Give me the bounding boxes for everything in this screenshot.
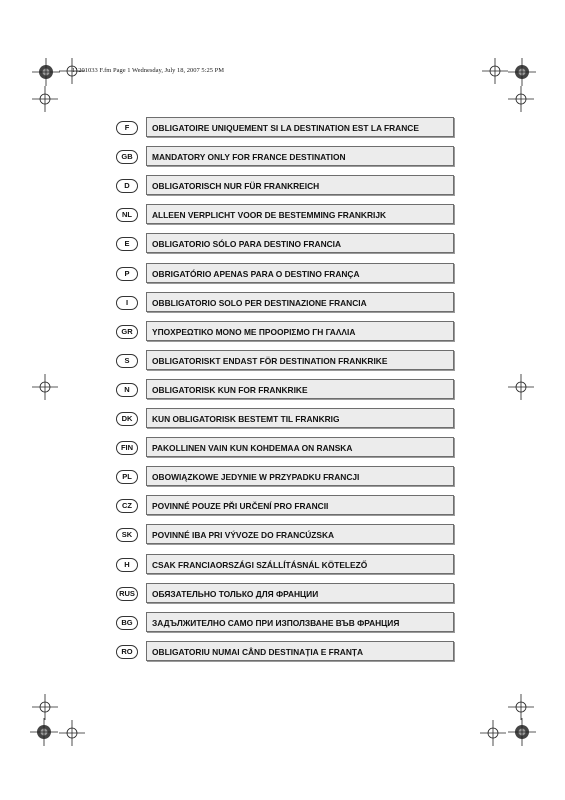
language-text-box: ALLEEN VERPLICHT VOOR DE BESTEMMING FRANKRIJK — [146, 204, 454, 224]
registration-mark-icon — [30, 718, 58, 746]
language-text-box: PAKOLLINEN VAIN KUN KOHDEMAA ON RANSKA — [146, 437, 454, 457]
language-text-box: POVINNÉ IBA PRI VÝVOZE DO FRANCÚZSKA — [146, 524, 454, 544]
crosshair-icon — [32, 86, 58, 112]
language-code-badge: H — [116, 558, 138, 572]
language-row — [116, 466, 456, 488]
language-code-badge: FIN — [116, 441, 138, 455]
language-text-box: CSAK FRANCIAORSZÁGI SZÁLLÍTÁSNÁL KÖTELEZŐ — [146, 554, 454, 574]
language-row — [116, 204, 456, 226]
language-text-box: OBLIGATORISCH NUR FÜR FRANKREICH — [146, 175, 454, 195]
language-row — [116, 292, 456, 314]
language-code-badge: E — [116, 237, 138, 251]
language-text-box: OBLIGATORIU NUMAI CÂND DESTINAȚIA E FRANȚA — [146, 641, 454, 661]
language-code-badge: F — [116, 121, 138, 135]
crosshair-icon — [59, 720, 85, 746]
language-code-badge: DK — [116, 412, 138, 426]
language-text-box: OBLIGATORISKT ENDAST FÖR DESTINATION FRANKRIKE — [146, 350, 454, 370]
language-code-badge: I — [116, 296, 138, 310]
language-text-box: MANDATORY ONLY FOR FRANCE DESTINATION — [146, 146, 454, 166]
language-row — [116, 641, 456, 663]
language-code-badge: D — [116, 179, 138, 193]
language-row — [116, 350, 456, 372]
language-text-box: OBOWIĄZKOWE JEDYNIE W PRZYPADKU FRANCJI — [146, 466, 454, 486]
language-row — [116, 321, 456, 343]
language-text-box: ЗАДЪЛЖИТЕЛНО САМО ПРИ ИЗПОЛЗВАНЕ ВЪВ ФРАНЦИЯ — [146, 612, 454, 632]
language-row — [116, 233, 456, 255]
language-code-badge: SK — [116, 528, 138, 542]
language-text-box: OBLIGATORISK KUN FOR FRANKRIKE — [146, 379, 454, 399]
registration-mark-icon — [508, 58, 536, 86]
language-code-badge: P — [116, 267, 138, 281]
crosshair-icon — [480, 720, 506, 746]
language-code-badge: RO — [116, 645, 138, 659]
language-row — [116, 408, 456, 430]
language-code-badge: PL — [116, 470, 138, 484]
language-code-badge: NL — [116, 208, 138, 222]
language-row — [116, 612, 456, 634]
crosshair-icon — [508, 374, 534, 400]
language-row — [116, 379, 456, 401]
language-row — [116, 263, 456, 285]
language-row — [116, 495, 456, 517]
crosshair-icon — [508, 694, 534, 720]
crosshair-icon — [32, 694, 58, 720]
language-text-box: OBLIGATORIO SÓLO PARA DESTINO FRANCIA — [146, 233, 454, 253]
registration-mark-icon — [32, 58, 60, 86]
language-text-box: ΥΠΟΧΡΕΩΤΙΚΟ ΜΟΝΟ ΜΕ ΠΡΟΟΡΙΣΜΟ ΓΗ ΓΑΛΛΙΑ — [146, 321, 454, 341]
crosshair-icon — [32, 374, 58, 400]
language-row — [116, 175, 456, 197]
language-code-badge: N — [116, 383, 138, 397]
language-code-badge: GR — [116, 325, 138, 339]
language-code-badge: RUS — [116, 587, 138, 601]
language-text-box: OBLIGATOIRE UNIQUEMENT SI LA DESTINATION EST LA FRANCE — [146, 117, 454, 137]
language-row — [116, 117, 456, 139]
language-text-box: OBBLIGATORIO SOLO PER DESTINAZIONE FRANCIA — [146, 292, 454, 312]
language-row — [116, 554, 456, 576]
language-code-badge: S — [116, 354, 138, 368]
language-text-box: ОБЯЗАТЕЛЬНО ТОЛЬКО ДЛЯ ФРАНЦИИ — [146, 583, 454, 603]
language-text-box: POVINNÉ POUZE PŘI URČENÍ PRO FRANCII — [146, 495, 454, 515]
language-row — [116, 146, 456, 168]
language-text-box: OBRIGATÓRIO APENAS PARA O DESTINO FRANÇA — [146, 263, 454, 283]
language-code-badge: CZ — [116, 499, 138, 513]
language-row — [116, 524, 456, 546]
crosshair-icon — [482, 58, 508, 84]
registration-mark-icon — [508, 718, 536, 746]
language-code-badge: BG — [116, 616, 138, 630]
language-text-box: KUN OBLIGATORISK BESTEMT TIL FRANKRIG — [146, 408, 454, 428]
language-row — [116, 437, 456, 459]
crosshair-icon — [508, 86, 534, 112]
language-code-badge: GB — [116, 150, 138, 164]
language-row — [116, 583, 456, 605]
crosshair-icon — [59, 58, 85, 84]
page-header-slug: 11201033 F.fm Page 1 Wednesday, July 18, 2007 5:25 PM — [72, 67, 225, 74]
